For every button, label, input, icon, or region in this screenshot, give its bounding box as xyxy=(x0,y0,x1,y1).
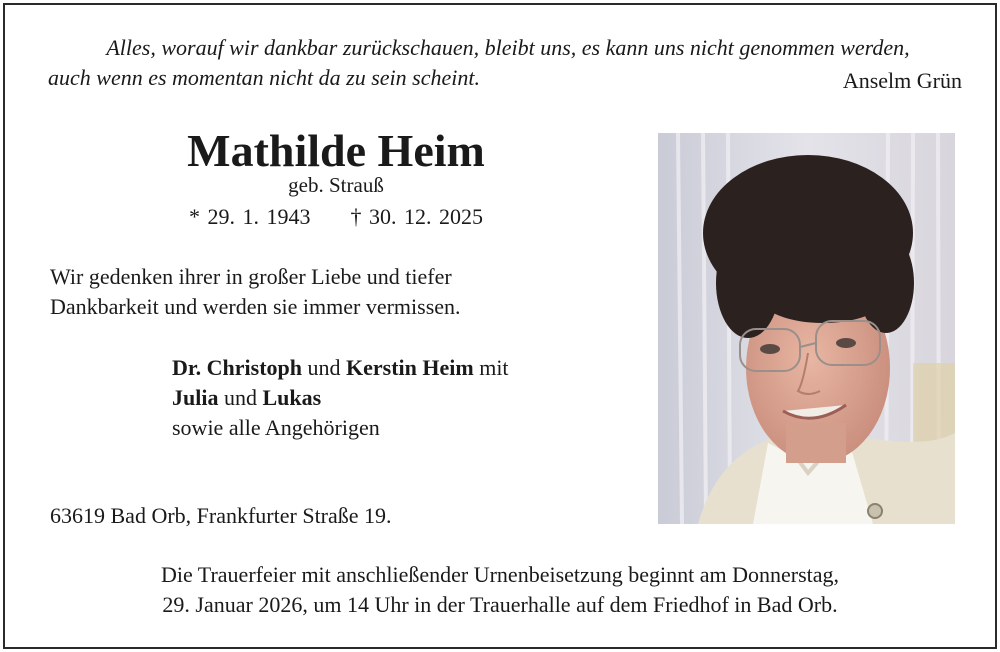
conjunction: mit xyxy=(479,355,509,380)
other-relatives: sowie alle Angehörigen xyxy=(172,415,380,440)
portrait-photo xyxy=(658,133,955,524)
death-date: † 30. 12. 2025 xyxy=(350,204,483,229)
conjunction: und xyxy=(307,355,341,380)
memory-line-1: Wir gedenken ihrer in großer Liebe und tiefer xyxy=(50,264,452,289)
life-dates xyxy=(0,204,672,230)
mourner-name: Lukas xyxy=(262,385,322,410)
memory-line-2: Dankbarkeit und werden sie immer vermissen. xyxy=(50,294,461,319)
mourners-line-1 xyxy=(172,353,612,383)
ceremony-notice xyxy=(0,560,1000,620)
deceased-name: Mathilde Heim xyxy=(187,125,485,176)
mourner-name: Dr. Christoph xyxy=(172,355,302,380)
quote-author: Anselm Grün xyxy=(842,68,962,93)
birth-date: * 29. 1. 1943 xyxy=(189,204,311,229)
mourner-name: Kerstin Heim xyxy=(346,355,474,380)
memory-text xyxy=(50,262,610,322)
ceremony-line-1: Die Trauerfeier mit anschließender Urnenbeisetzung beginnt am Donnerstag, xyxy=(160,562,840,587)
ceremony-line-2: 29. Januar 2026, um 14 Uhr in der Trauerhalle auf dem Friedhof in Bad Orb. xyxy=(162,592,838,617)
maiden-name: geb. Strauß xyxy=(288,173,384,197)
portrait-illustration xyxy=(658,133,955,524)
address: 63619 Bad Orb, Frankfurter Straße 19. xyxy=(50,503,392,528)
mourners-line-2 xyxy=(172,383,612,413)
conjunction: und xyxy=(223,385,257,410)
mourner-name: Julia xyxy=(172,385,219,410)
quote-line-1: Alles, worauf wir dankbar zurückschauen, bleibt uns, es kann uns nicht genommen werden, xyxy=(106,35,910,60)
quote xyxy=(48,33,968,93)
quote-line-2: auch wenn es momentan nicht da zu sein scheint. xyxy=(48,65,480,90)
mourners xyxy=(172,353,612,443)
